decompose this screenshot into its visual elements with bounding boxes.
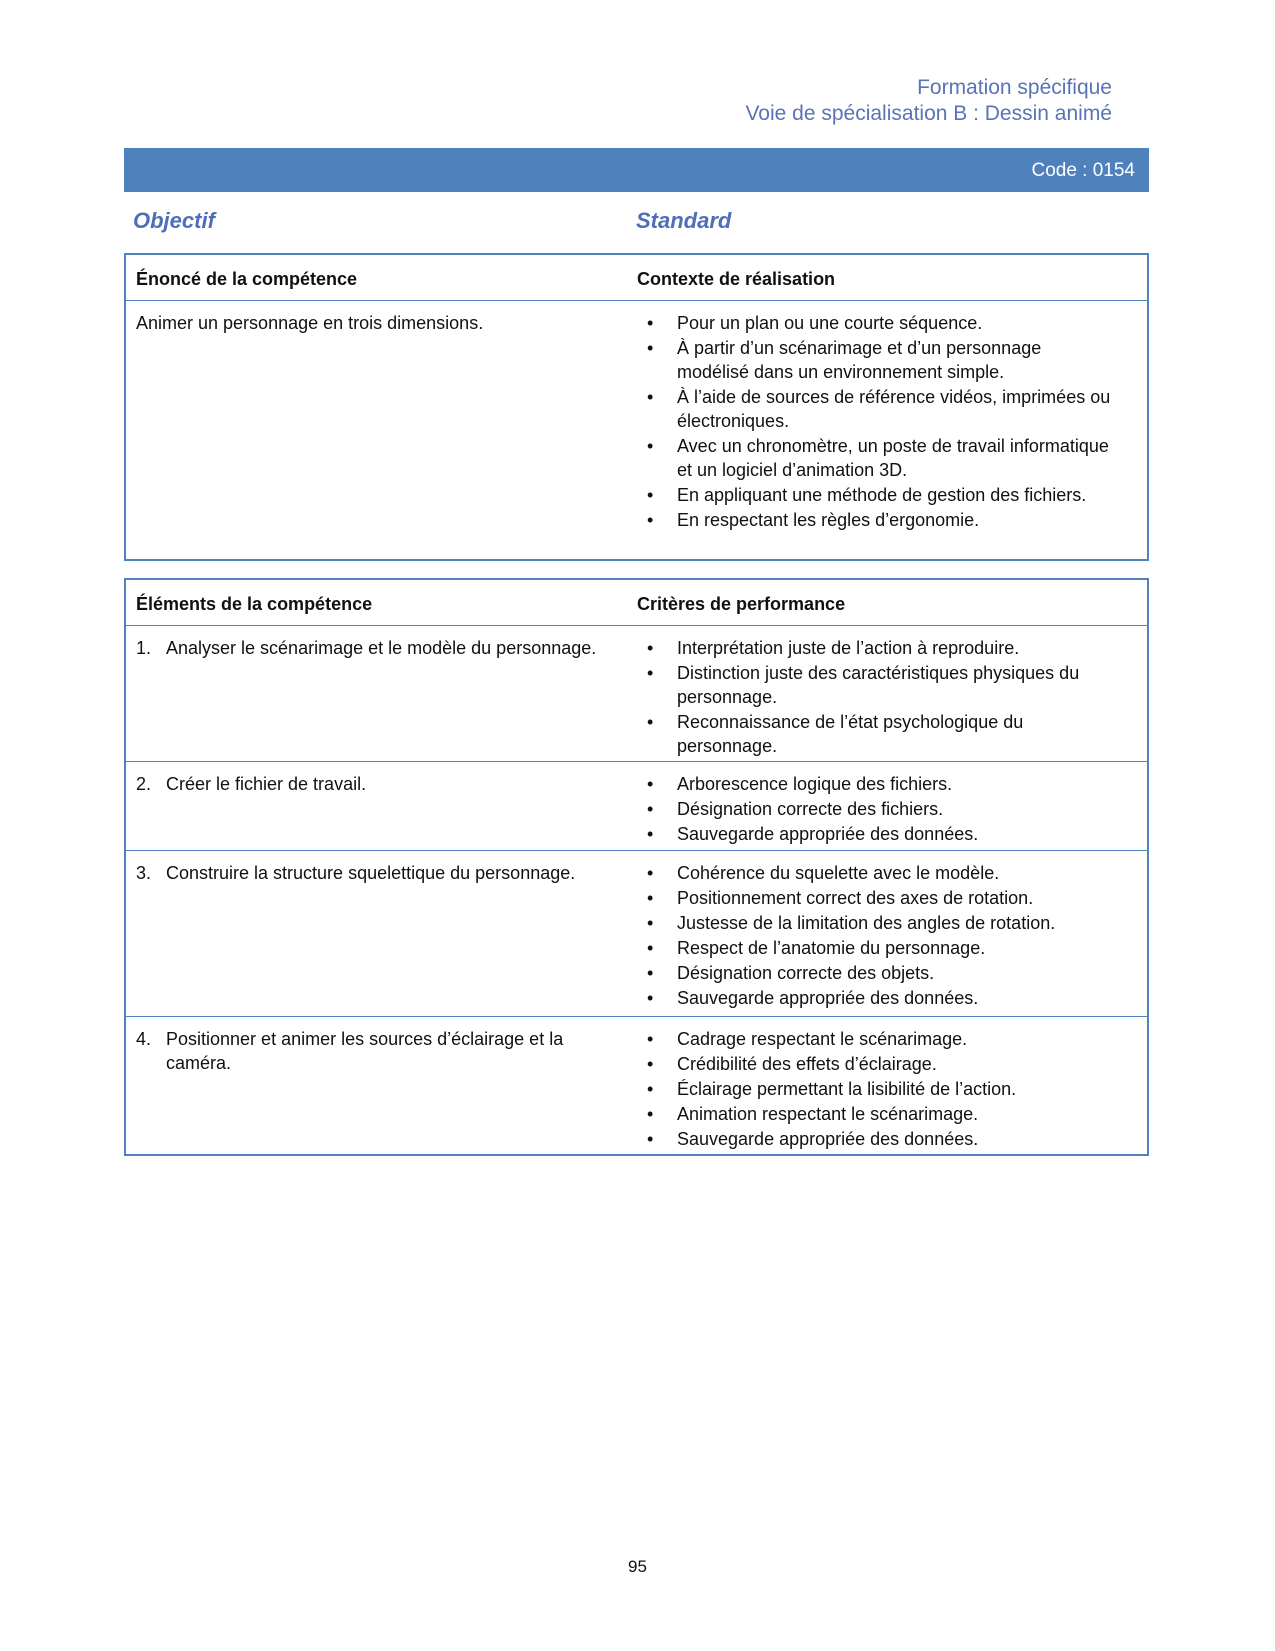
list-item: • Sauvegarde appropriée des données. [647,1129,979,1149]
list-item: • Avec un chronomètre, un poste de travail informatique et un logiciel d’animation 3D. [647,436,1109,480]
list-item: • À partir d’un scénarimage et d’un personnage modélisé dans un environnement simple. [647,338,1042,382]
header-specialization: Voie de spécialisation B : Dessin animé [745,102,1112,125]
list-item: • Arborescence logique des fichiers. [647,774,953,794]
bullet: • [647,338,654,358]
code-bar [124,148,1149,192]
table-row [126,851,1147,1017]
standard-label: Standard [636,208,732,233]
element-4: 4. Positionner et animer les sources d’éclairage et la caméra. [136,1029,564,1073]
col-header-elements: Éléments de la compétence [136,594,373,614]
bullet: • [647,1054,654,1074]
performance-criteria-table [124,578,1149,1156]
bullet: • [647,1029,654,1049]
list-item: • Respect de l’anatomie du personnage. [647,938,986,958]
context-list [647,311,1117,533]
bullet: • [647,863,654,883]
list-item: • Reconnaissance de l’état psychologique du personnage. [647,712,1024,756]
bullet: • [647,663,654,683]
table-header [126,580,1147,626]
element-2: 2. Créer le fichier de travail. [136,774,367,794]
table-row [126,301,1147,560]
criteria-list [647,861,1117,1011]
bullet: • [647,313,654,333]
table-row [126,1017,1147,1157]
bullet: • [647,824,654,844]
bullet: • [647,988,654,1008]
list-item: • Crédibilité des effets d’éclairage. [647,1054,937,1074]
objectif-label: Objectif [133,208,215,233]
list-item: • Interprétation juste de l’action à reproduire. [647,638,1020,658]
list-item: • Éclairage permettant la lisibilité de l’action. [647,1079,1017,1099]
bullet: • [647,963,654,983]
criteria-list [647,1027,1117,1152]
list-item: • En appliquant une méthode de gestion des fichiers. [647,485,1087,505]
table-header [126,255,1147,301]
bullet: • [647,638,654,658]
bullet: • [647,510,654,530]
list-item: • Distinction juste des caractéristiques physiques du personnage. [647,663,1080,707]
bullet: • [647,888,654,908]
list-item: • Désignation correcte des fichiers. [647,799,944,819]
bullet: • [647,1129,654,1149]
bullet: • [647,1104,654,1124]
list-item: • À l’aide de sources de référence vidéos, imprimées ou électroniques. [647,387,1111,431]
element-3: 3. Construire la structure squelettique du personnage. [136,863,576,883]
element-1: 1. Analyser le scénarimage et le modèle du personnage. [136,638,597,658]
table-row [126,626,1147,762]
table-row [126,762,1147,851]
criteria-list [647,772,1117,847]
page-number: 95 [628,1557,647,1576]
col-header-statement: Énoncé de la compétence [136,269,358,289]
list-item: • Justesse de la limitation des angles de rotation. [647,913,1056,933]
list-item: • Positionnement correct des axes de rotation. [647,888,1034,908]
bullet: • [647,387,654,407]
criteria-list [647,636,1117,759]
list-item: • Pour un plan ou une courte séquence. [647,313,983,333]
bullet: • [647,485,654,505]
list-item: • En respectant les règles d’ergonomie. [647,510,980,530]
list-item: • Sauvegarde appropriée des données. [647,988,979,1008]
list-item: • Animation respectant le scénarimage. [647,1104,979,1124]
header-program-title: Formation spécifique [917,76,1112,99]
col-header-context: Contexte de réalisation [637,269,836,289]
bullet: • [647,774,654,794]
list-item: • Sauvegarde appropriée des données. [647,824,979,844]
bullet: • [647,1079,654,1099]
bullet: • [647,913,654,933]
bullet: • [647,436,654,456]
bullet: • [647,799,654,819]
competency-statement: Animer un personnage en trois dimensions. [136,313,484,333]
list-item: • Désignation correcte des objets. [647,963,935,983]
bullet: • [647,712,654,732]
bullet: • [647,938,654,958]
col-header-criteria: Critères de performance [637,594,846,614]
competency-statement-table [124,253,1149,561]
competency-code: Code : 0154 [1031,160,1135,181]
list-item: • Cohérence du squelette avec le modèle. [647,863,1000,883]
list-item: • Cadrage respectant le scénarimage. [647,1029,968,1049]
